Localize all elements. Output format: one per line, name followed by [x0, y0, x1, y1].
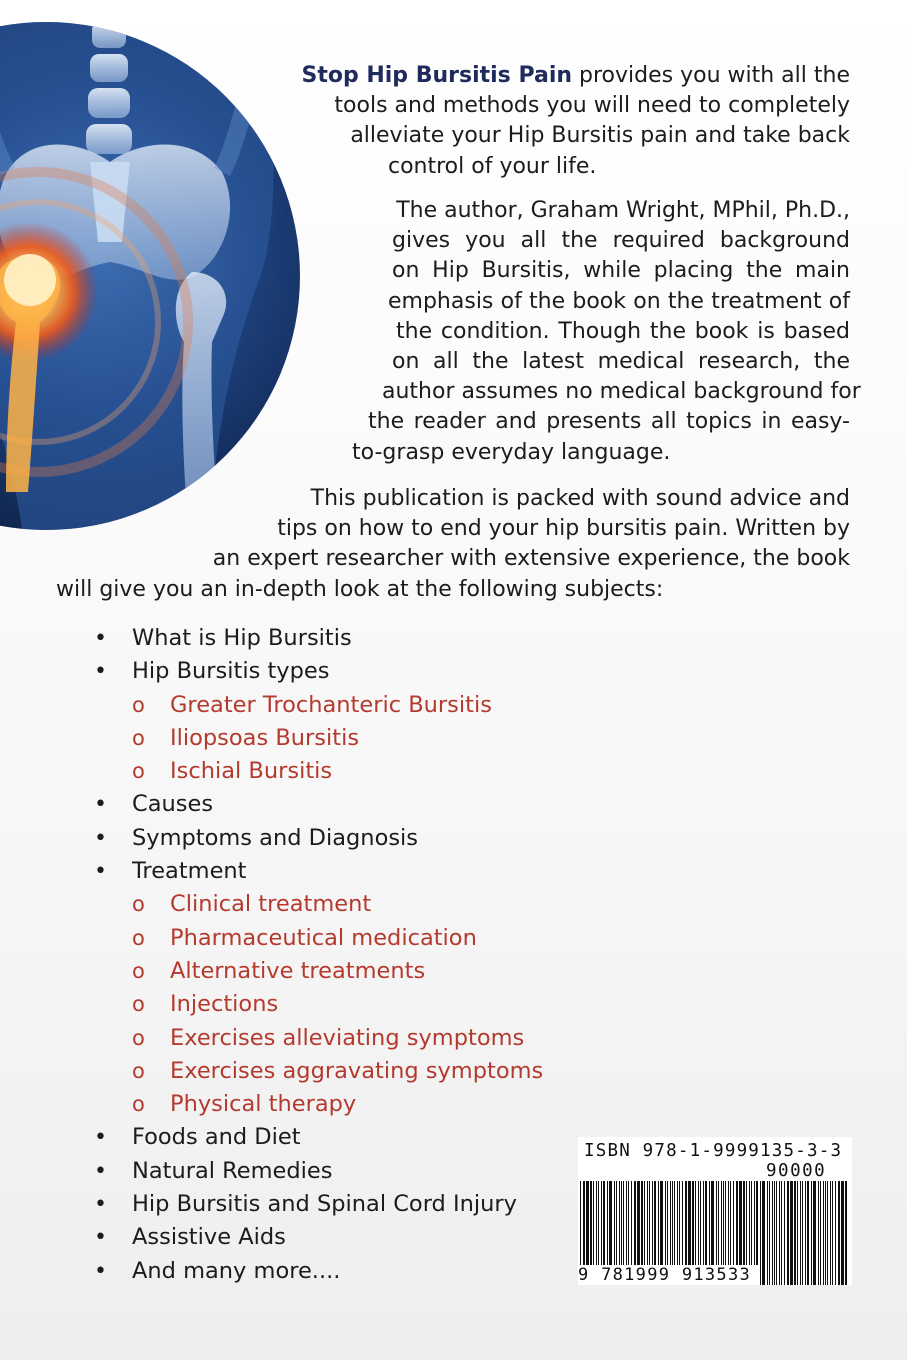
barcode-bar [781, 1181, 782, 1285]
barcode-bar [692, 1181, 694, 1265]
topic-label: Assistive Aids [132, 1224, 286, 1251]
barcode-bar [711, 1181, 714, 1265]
barcode-bar [603, 1181, 605, 1265]
barcode-bar [769, 1181, 770, 1285]
barcode-bar [767, 1181, 768, 1285]
subtopic-item [92, 955, 572, 988]
barcode-bar [695, 1181, 696, 1265]
barcode-bar [607, 1181, 608, 1265]
barcode-bar [730, 1181, 731, 1265]
barcode-bar [754, 1181, 755, 1265]
barcode-bar [596, 1181, 597, 1265]
barcode-bar [705, 1181, 707, 1265]
barcode-bar [779, 1181, 780, 1285]
barcode-bar [609, 1181, 612, 1265]
intro-line-1 [300, 61, 850, 91]
barcode-bar [709, 1181, 710, 1265]
author-paragraph [300, 196, 861, 468]
topic-item [92, 1221, 572, 1254]
barcode-bar [641, 1181, 643, 1265]
subtopic-label: Ischial Bursitis [170, 758, 333, 785]
author-line: The author, Graham Wright, MPhil, Ph.D., [396, 198, 850, 223]
bullet-icon: • [94, 1258, 107, 1284]
barcode-bar [774, 1181, 775, 1285]
subtopic-item [92, 1022, 572, 1055]
barcode-bar [628, 1181, 629, 1265]
topic-item [92, 622, 572, 655]
author-line: emphasis of the book on the treatment of [388, 288, 850, 314]
barcode-bar [698, 1181, 699, 1265]
barcode-bar [794, 1181, 796, 1285]
barcode-bar [703, 1181, 704, 1265]
barcode-bar [825, 1181, 826, 1285]
barcode-bar [723, 1181, 724, 1265]
bullet-icon: • [94, 792, 107, 818]
barcode-bar [700, 1181, 701, 1265]
barcode-bar [688, 1181, 691, 1265]
intro-paragraph [300, 61, 850, 182]
barcode-bar [800, 1181, 801, 1285]
topic-item [92, 822, 572, 855]
barcode-bar [756, 1181, 758, 1265]
barcode-bar [760, 1181, 761, 1285]
barcode-bar [652, 1181, 653, 1265]
sub-marker-icon: o [132, 759, 145, 784]
topic-label: Treatment [132, 858, 247, 885]
barcode-bar [654, 1181, 656, 1265]
barcode-bar [805, 1181, 806, 1285]
barcode-bar [637, 1181, 640, 1265]
barcode-bar [593, 1181, 594, 1265]
barcode-bar [784, 1181, 785, 1285]
subtopic-item [92, 922, 572, 955]
topic-label: Hip Bursitis types [132, 658, 330, 685]
barcode-bar [665, 1181, 666, 1265]
subtopic-item [92, 1088, 572, 1121]
barcode-bar [797, 1181, 798, 1285]
barcode-bar [823, 1181, 824, 1285]
isbn-label: ISBN 978-1-9999135-3-3 [584, 1141, 843, 1161]
topic-item [92, 1255, 572, 1288]
barcode-bar [813, 1181, 816, 1285]
barcode-bar [649, 1181, 650, 1265]
sub-marker-icon: o [132, 1025, 145, 1050]
subtopic-label: Exercises alleviating symptoms [170, 1024, 525, 1051]
author-line: to-grasp everyday language. [352, 439, 671, 465]
isbn-barcode [578, 1137, 852, 1285]
ean-digits: 9 781999 913533 [578, 1265, 758, 1285]
barcode-bar [751, 1181, 752, 1265]
topic-label: Symptoms and Diagnosis [132, 824, 419, 851]
topic-label: What is Hip Bursitis [132, 625, 352, 651]
barcode-bar [790, 1181, 793, 1285]
barcode-bar [679, 1181, 680, 1265]
barcode-bar [623, 1181, 624, 1265]
subtopic-item [92, 689, 572, 722]
barcode-bar [667, 1181, 668, 1265]
topic-label: Foods and Diet [132, 1124, 301, 1151]
barcode-bar [772, 1181, 773, 1285]
bullet-icon: • [94, 659, 107, 685]
sub-marker-icon: o [132, 725, 145, 750]
topic-item [92, 1155, 572, 1188]
bullet-icon: • [94, 859, 107, 885]
subtopic-label: Alternative treatments [170, 957, 426, 984]
publication-line: tips on how to end your hip bursitis pain. Written by [277, 516, 850, 542]
price-code: 90000 [766, 1161, 827, 1181]
barcode-bar [811, 1181, 812, 1285]
barcode-bar [626, 1181, 627, 1265]
subtopic-item [92, 988, 572, 1021]
author-line: on Hip Bursitis, while placing the main [392, 258, 850, 284]
barcode-bar [736, 1181, 738, 1265]
subtopic-item [92, 1055, 572, 1088]
barcode-bar [614, 1181, 615, 1265]
topic-label: Causes [132, 791, 214, 818]
barcode-bar [647, 1181, 648, 1265]
barcode-bar [660, 1181, 663, 1265]
sub-marker-icon: o [132, 992, 145, 1017]
bullet-icon: • [94, 1192, 107, 1218]
sub-marker-icon: o [132, 892, 145, 917]
barcode-bar [841, 1181, 844, 1285]
barcode-bar [631, 1181, 632, 1265]
subtopic-label: Greater Trochanteric Bursitis [170, 691, 492, 718]
topic-item [92, 1121, 572, 1154]
topic-item [92, 855, 572, 888]
barcode-bar [619, 1181, 620, 1265]
intro-line-3: alleviate your Hip Bursitis pain and take back [350, 123, 850, 149]
topics-list [92, 622, 572, 1288]
barcode-bar [733, 1181, 734, 1265]
subtopic-label: Injections [170, 991, 279, 1018]
barcode-bar [845, 1181, 847, 1285]
sub-marker-icon: o [132, 1058, 145, 1083]
barcode-bar [616, 1181, 617, 1265]
barcode-bar [827, 1181, 828, 1285]
subtopic-label: Physical therapy [170, 1091, 357, 1118]
subtopic-label: Pharmaceutical medication [170, 924, 477, 951]
bullet-icon: • [94, 1125, 107, 1151]
publication-line: This publication is packed with sound advice and [310, 486, 850, 511]
subtopic-label: Clinical treatment [170, 891, 372, 918]
barcode-bar [634, 1181, 636, 1265]
author-line: gives you all the required background [392, 228, 850, 254]
barcode-bar [835, 1181, 836, 1285]
author-line: the condition. Though the book is based [396, 318, 850, 344]
barcode-bar [762, 1181, 765, 1285]
subtopic-item [92, 722, 572, 755]
barcode-bar [830, 1181, 831, 1285]
barcode-bar [621, 1181, 622, 1265]
sub-marker-icon: o [132, 692, 145, 717]
barcode-bar [728, 1181, 729, 1265]
barcode-bar [598, 1181, 599, 1265]
author-line: author assumes no medical background for [382, 379, 861, 405]
barcode-bar [838, 1181, 840, 1285]
barcode-bar [749, 1181, 750, 1265]
topic-label: And many more.... [132, 1257, 341, 1284]
barcode-bar [670, 1181, 671, 1265]
barcode-bar [601, 1181, 602, 1265]
author-line: the reader and presents all topics in easy- [368, 409, 850, 435]
barcode-bar [677, 1181, 678, 1265]
subtopic-label: Iliopsoas Bursitis [170, 724, 360, 751]
subtopic-item [92, 888, 572, 921]
barcode-bar [787, 1181, 789, 1285]
intro-line-4: control of your life. [388, 153, 597, 179]
barcode-bar [682, 1181, 683, 1265]
barcode-bar [807, 1181, 809, 1285]
sub-marker-icon: o [132, 958, 145, 983]
barcode-bar [739, 1181, 742, 1265]
barcode-bar [725, 1181, 726, 1265]
barcode-bar [685, 1181, 687, 1265]
barcode-bar [721, 1181, 722, 1265]
author-line: on all the latest medical research, the [392, 349, 850, 375]
barcode-bar [672, 1181, 673, 1265]
barcode-bar [832, 1181, 833, 1285]
barcode-bar [776, 1181, 777, 1285]
barcode-bar [818, 1181, 819, 1285]
bullet-icon: • [94, 626, 107, 651]
sub-marker-icon: o [132, 925, 145, 950]
publication-paragraph [56, 484, 850, 605]
subtopic-label: Exercises aggravating symptoms [170, 1057, 544, 1084]
topic-item [92, 788, 572, 821]
topic-label: Natural Remedies [132, 1157, 333, 1184]
topic-label: Hip Bursitis and Spinal Cord Injury [132, 1191, 517, 1218]
barcode-bar [820, 1181, 821, 1285]
sub-marker-icon: o [132, 1092, 145, 1117]
barcode-bar [718, 1181, 719, 1265]
topic-item [92, 655, 572, 688]
barcode-bar [586, 1181, 589, 1265]
subtopic-item [92, 755, 572, 788]
book-title: Stop Hip Bursitis Pain [301, 63, 573, 88]
barcode-bar [746, 1181, 747, 1265]
publication-line: an expert researcher with extensive experience, the book [212, 546, 850, 572]
hip-illustration-image [0, 22, 300, 530]
barcode-bar [743, 1181, 745, 1265]
bullet-icon: • [94, 1158, 107, 1184]
barcode-bar [658, 1181, 659, 1265]
publication-line: will give you an in-depth look at the following subjects: [56, 576, 664, 602]
bullet-icon: • [94, 825, 107, 851]
intro-line-1-text: provides you with all the [572, 63, 850, 88]
barcode-bar [674, 1181, 675, 1265]
intro-line-2: tools and methods you will need to completely [334, 93, 850, 119]
pelvis-xray-graphic [0, 22, 300, 530]
barcode-bar [590, 1181, 592, 1265]
barcode-bar [716, 1181, 717, 1265]
topic-item [92, 1188, 572, 1221]
barcode-bar [802, 1181, 803, 1285]
bullet-icon: • [94, 1225, 107, 1251]
barcode-bar [644, 1181, 645, 1265]
